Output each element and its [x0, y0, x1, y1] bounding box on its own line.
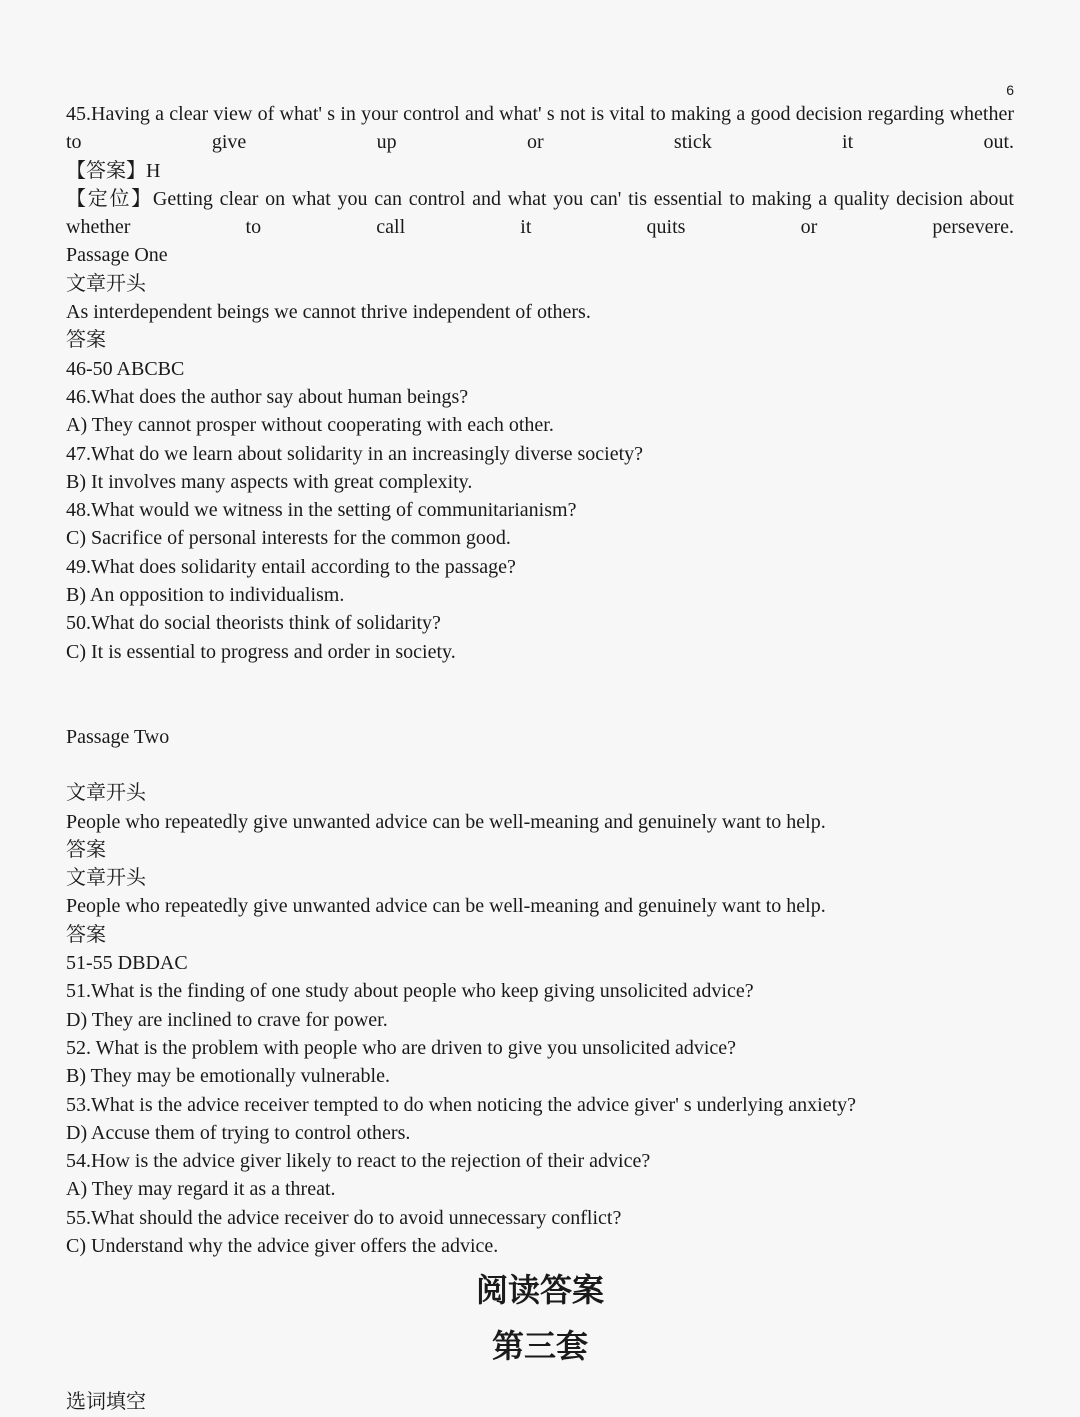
qa-line: B) It involves many aspects with great complexity.	[66, 470, 473, 493]
passage-two-answers-label: 答案	[66, 838, 106, 861]
qa-line: A) They cannot prosper without cooperating with each other.	[66, 414, 554, 437]
qa-line: 50.What do social theorists think of solidarity?	[66, 612, 441, 635]
passage-one-title: Passage One	[66, 244, 168, 267]
section-heading: 阅读答案	[475, 1271, 604, 1310]
qa-line: 54.How is the advice giver likely to react to the rejection of their advice?	[66, 1150, 651, 1173]
question-45: 45.Having a clear view of what' s in your control and what' s not is vital to making a good decision regarding whether to give up or stick it out.	[66, 103, 1014, 154]
document-body	[66, 100, 1014, 1417]
section-subheading: 第三套	[491, 1327, 588, 1366]
answer-45: 【答案】H	[66, 159, 161, 182]
passage-one-opening: As interdependent beings we cannot thrive independent of others.	[66, 301, 591, 324]
qa-line: 46.What does the author say about human beings?	[66, 385, 469, 408]
passage-two-title: Passage Two	[66, 725, 170, 748]
qa-line: C) It is essential to progress and order in society.	[66, 640, 456, 663]
passage-one-opening-label: 文章开头	[66, 272, 146, 295]
qa-line: B) An opposition to individualism.	[66, 584, 345, 607]
qa-line: 47.What do we learn about solidarity in an increasingly diverse society?	[66, 442, 644, 465]
qa-line: B) They may be emotionally vulnerable.	[66, 1065, 390, 1088]
next-part-label: 选词填空	[66, 1391, 146, 1414]
qa-line: C) Understand why the advice giver offers the advice.	[66, 1234, 499, 1257]
qa-line: 53.What is the advice receiver tempted to do when noticing the advice giver' s underlying anxiety?	[66, 1093, 856, 1116]
passage-two-opening: People who repeatedly give unwanted advice can be well-meaning and genuinely want to help.	[66, 895, 826, 918]
spacer	[66, 751, 1014, 779]
qa-line: 51.What is the finding of one study about people who keep giving unsolicited advice?	[66, 980, 754, 1003]
qa-line: D) Accuse them of trying to control others.	[66, 1121, 411, 1144]
qa-line: 48.What would we witness in the setting of communitarianism?	[66, 499, 577, 522]
qa-line: D) They are inclined to crave for power.	[66, 1008, 388, 1031]
spacer	[66, 666, 1014, 723]
passage-two-opening-label: 文章开头	[66, 782, 146, 805]
location-45: 【定位】Getting clear on what you can control and what you can' tis essential to making a quality decision about whether to call it quits or persevere.	[66, 187, 1014, 239]
page-number: 6	[1006, 82, 1014, 98]
qa-line: 55.What should the advice receiver do to avoid unnecessary conflict?	[66, 1206, 622, 1229]
qa-line: A) They may regard it as a threat.	[66, 1178, 336, 1201]
passage-two-opening: People who repeatedly give unwanted advice can be well-meaning and genuinely want to help.	[66, 810, 826, 833]
passage-two-opening-label: 文章开头	[66, 867, 146, 890]
qa-line: 49.What does solidarity entail according to the passage?	[66, 555, 516, 578]
passage-one-answer-key: 46-50 ABCBC	[66, 357, 185, 380]
qa-line: C) Sacrifice of personal interests for the common good.	[66, 527, 511, 550]
passage-one-answers-label: 答案	[66, 329, 106, 352]
passage-two-answer-key: 51-55 DBDAC	[66, 952, 188, 975]
qa-line: 52. What is the problem with people who are driven to give you unsolicited advice?	[66, 1036, 737, 1059]
passage-two-answers-label: 答案	[66, 923, 106, 946]
